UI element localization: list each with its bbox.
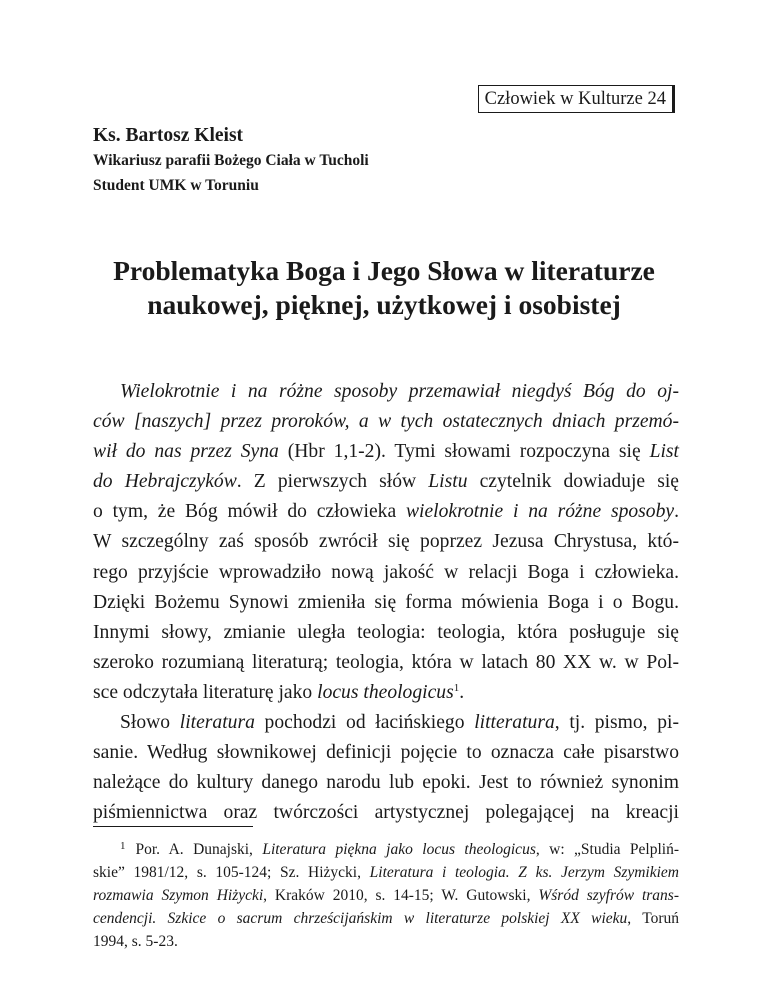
article-title bbox=[60, 254, 708, 322]
body-line: wił do nas przez Syna (Hbr 1,1-2). Tymi słowami rozpoczyna się List bbox=[93, 441, 679, 463]
body-line: Innymi słowy, zmianie uległa teologia: teologia, która posługuje się bbox=[93, 621, 679, 643]
article-body bbox=[93, 377, 679, 828]
author-block bbox=[93, 124, 683, 198]
footnote-mark: 1 bbox=[120, 840, 126, 852]
author-affiliation-2: Student UMK w Toruniu bbox=[93, 177, 259, 194]
body-line: sce odczytała literaturę jako locus theologicus$^1$. bbox=[93, 681, 465, 703]
body-line: rego przyjście wprowadziło nową jakość w relacji Boga i człowieka. bbox=[93, 561, 679, 583]
footnote-ref[interactable]: 1 bbox=[453, 681, 460, 694]
body-line: szeroko rozumianą literaturą; teologia, która w latach 80 XX w. w Pol- bbox=[93, 651, 679, 673]
title-line-2: naukowej, pięknej, użytkowej i osobistej bbox=[147, 289, 621, 320]
footnote-line: 1994, s. 5-23. bbox=[93, 933, 178, 950]
body-line: Dzięki Bożemu Synowi zmieniła się forma mówienia Boga i o Bogu. bbox=[93, 591, 679, 613]
footnote-divider bbox=[93, 826, 253, 827]
footnote-line: rozmawia Szymon Hiżycki, Kraków 2010, s. 14-15; W. Gutowski, Wśród szyfrów trans- bbox=[93, 887, 679, 904]
body-line: sanie. Według słownikowej definicji pojęcie to oznacza całe pisarstwo bbox=[93, 742, 679, 764]
body-line: ców [naszych] przez proroków, a w tych ostatecznych dniach przemó- bbox=[93, 411, 679, 433]
author-name: Ks. Bartosz Kleist bbox=[93, 125, 244, 146]
footnote-line: cendencji. Szkice o sacrum chrześcijańskim w literaturze polskiej XX wieku, Toruń bbox=[93, 910, 679, 927]
title-line-1: Problematyka Boga i Jego Słowa w literaturze bbox=[113, 255, 655, 286]
body-line: piśmiennictwa oraz twórczości artystycznej polegającej na kreacji bbox=[93, 802, 679, 824]
body-line: W szczególny zaś sposób zwrócił się poprzez Jezusa Chrystusa, któ- bbox=[93, 531, 679, 553]
footnote-line: skie” 1981/12, s. 105-124; Sz. Hiżycki, Literatura i teologia. Z ks. Jerzym Szymikiem bbox=[93, 864, 679, 881]
body-line: należące do kultury danego narodu lub epoki. Jest to również synonim bbox=[93, 772, 679, 794]
body-line: do Hebrajczyków. Z pierwszych słów Listu czytelnik dowiaduje się bbox=[93, 471, 679, 493]
author-affiliation-1: Wikariusz parafii Bożego Ciała w Tucholi bbox=[93, 152, 369, 169]
body-line: Wielokrotnie i na różne sposoby przemawiał niegdyś Bóg do oj- bbox=[120, 381, 679, 402]
body-line: o tym, że Bóg mówił do człowieka wielokrotnie i na różne sposoby. bbox=[93, 501, 680, 523]
footnote bbox=[93, 835, 679, 953]
body-line: Słowo literatura pochodzi od łacińskiego litteratura, tj. pismo, pi- bbox=[120, 712, 679, 734]
journal-header: Człowiek w Kulturze 24 bbox=[478, 85, 675, 113]
footnote-line: $^1$ Por. A. Dunajski, Literatura piękna jako locus theologicus, w: „Studia Pelpliń- bbox=[120, 840, 680, 858]
